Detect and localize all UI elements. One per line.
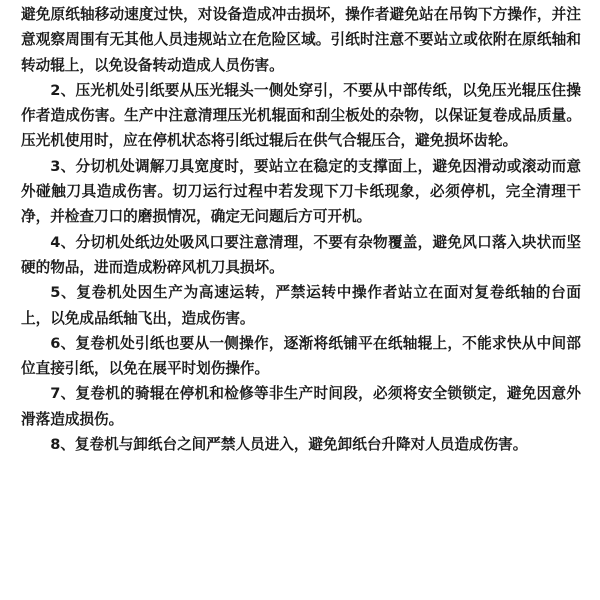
paragraph-item-6: 6、复卷机处引纸也要从一侧操作，逐渐将纸铺平在纸轴辊上，不能求快从中间部位直接引纸，以免在展平时划伤操作。 [21, 334, 581, 378]
paragraph-item-2: 2、压光机处引纸要从压光辊头一侧处穿引，不要从中部传纸，以免压光辊压住操作者造成伤害。生产中注意清理压光机辊面和刮尘板处的杂物，以保证复卷成品质量。压光机使用时，应在停机状态将引纸过辊后在供气合辊压合，避免损坏齿轮。 [21, 81, 581, 150]
paragraph-item-8: 8、复卷机与卸纸台之间严禁人员进入，避免卸纸台升降对人员造成伤害。 [50, 436, 528, 454]
paragraph-item-3: 3、分切机处调解刀具宽度时，要站立在稳定的支撑面上，避免因滑动或滚动而意外碰触刀具造成伤害。切刀运行过程中若发现下刀卡纸现象，必须停机，完全清理干净，并检查刀口的磨损情况，确定无问题后方可开机。 [21, 157, 581, 226]
paragraph-intro-continued: 避免原纸轴移动速度过快，对设备造成冲击损坏，操作者避免站在吊钩下方操作，并注意观察周围有无其他人员违规站立在危险区域。引纸时注意不要站立或依附在原纸轴和转动辊上，以免设备转动造成人员伤害。 [21, 6, 581, 74]
document-body [21, 2, 581, 457]
paragraph-item-7: 7、复卷机的骑辊在停机和检修等非生产时间段，必须将安全锁锁定，避免因意外滑落造成损伤。 [21, 385, 581, 428]
paragraph-item-4: 4、分切机处纸边处吸风口要注意清理，不要有杂物覆盖，避免风口落入块状而坚硬的物品，进而造成粉碎风机刀具损坏。 [21, 233, 581, 276]
paragraph-item-5: 5、复卷机处因生产为高速运转，严禁运转中操作者站立在面对复卷纸轴的台面上，以免成品纸轴飞出，造成伤害。 [21, 284, 581, 327]
